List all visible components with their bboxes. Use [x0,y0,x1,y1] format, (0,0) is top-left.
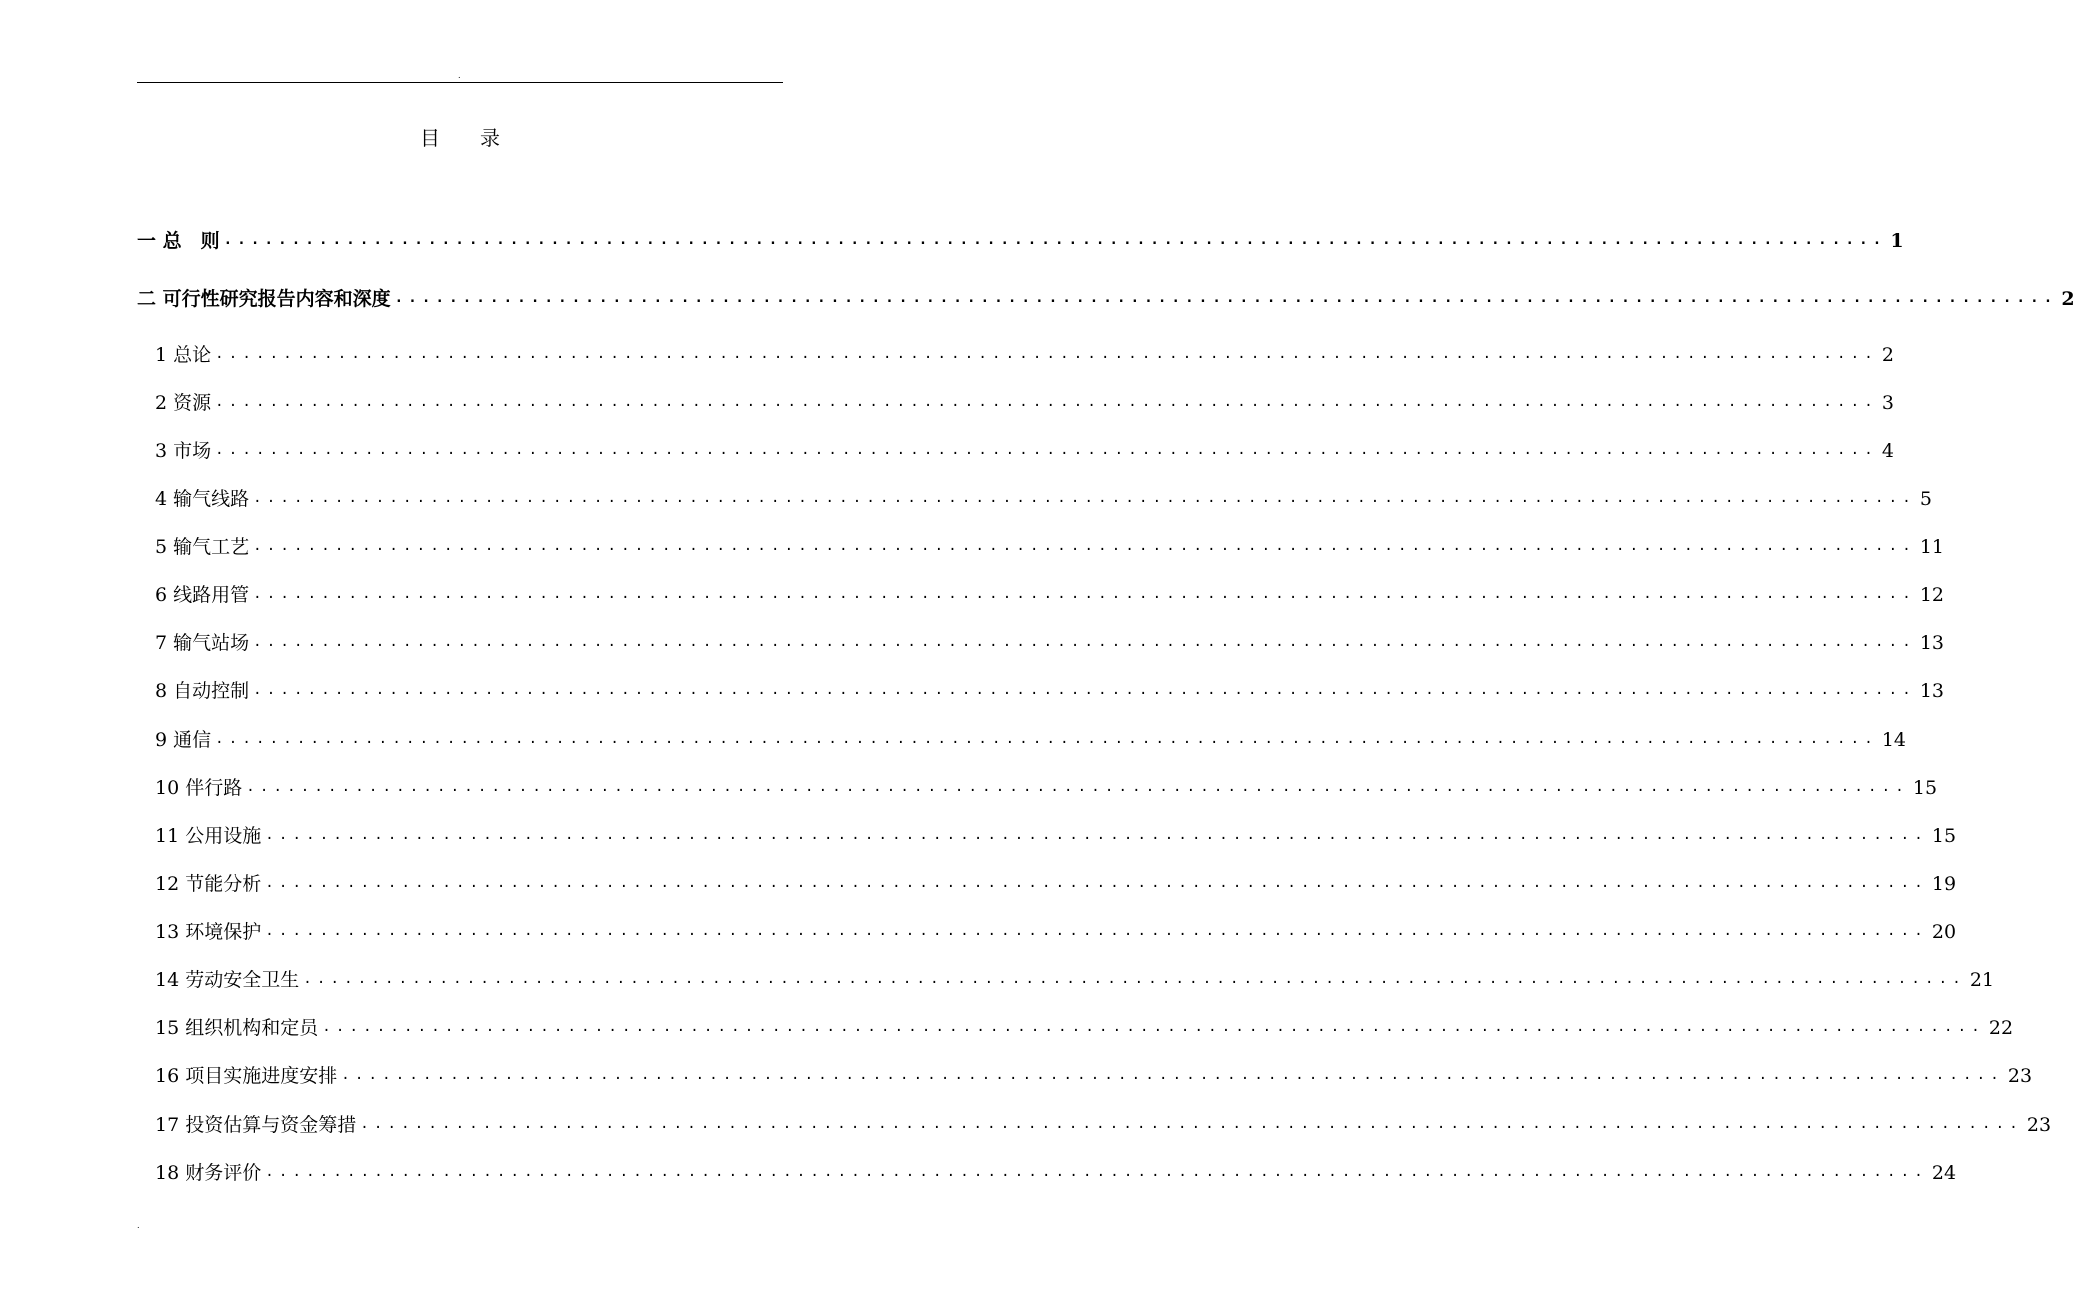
toc-entry-label: 二 可行性研究报告内容和深度 [137,288,391,310]
toc-entry-page: 11 [1919,536,1945,558]
toc-entry-page: 12 [1919,584,1945,606]
toc-entry-label: 9 通信 [155,729,212,751]
toc-entry[interactable] [137,1013,2014,1043]
toc-entry-label: 13 环境保护 [155,921,262,943]
toc-leader-dots: .......................................................................................................................... [265,827,1928,843]
toc-entry-label: 4 输气线路 [155,488,250,510]
toc-entry-page: 2 [1881,344,1894,366]
toc-leader-dots: .......................................................................................................................... [253,538,1916,554]
toc-entry-label: 14 劳动安全卫生 [155,969,300,991]
toc-entry-page: 20 [1931,921,1957,943]
toc-entry-label: 10 伴行路 [155,777,243,799]
toc-leader-dots: .......................................................................................................................... [253,586,1916,602]
toc-leader-dots: .......................................................................................................................... [322,1019,1985,1035]
toc-entry-page: 19 [1931,873,1957,895]
toc-entry[interactable] [137,388,1894,418]
toc-entry[interactable] [137,821,1957,851]
toc-leader-dots: .......................................................................................................................... [215,346,1878,362]
toc-entry-page: 23 [2007,1065,2033,1087]
toc-entry[interactable] [137,628,1945,658]
toc-entry-report-content[interactable] [137,284,2075,314]
toc-entry-label: 15 组织机构和定员 [155,1017,319,1039]
toc-entry-label: 1 总论 [155,344,212,366]
toc-entry[interactable] [137,340,1894,370]
toc-entry-label: 6 线路用管 [155,584,250,606]
toc-entry[interactable] [137,773,1938,803]
toc-entry[interactable] [137,580,1945,610]
toc-entry-label: 18 财务评价 [155,1162,262,1184]
toc-entry-label: 11 公用设施 [155,825,262,847]
toc-entry-page: 24 [1931,1162,1957,1184]
toc-entry-page: 13 [1919,680,1945,702]
toc-entry-page: 1 [1890,230,1904,252]
toc-entry-label: 2 资源 [155,392,212,414]
toc-entry[interactable] [137,532,1945,562]
toc-entry-page: 2 [2061,288,2075,310]
toc-entry-page: 4 [1881,440,1894,462]
toc-leader-dots: .......................................................................................................................... [253,682,1916,698]
toc-entry-page: 5 [1919,488,1932,510]
toc-entry[interactable] [137,676,1945,706]
toc-leader-dots: .......................................................................................................................... [215,442,1878,458]
toc-leader-dots: .......................................................................................................................... [215,731,1878,747]
toc-entry[interactable] [137,436,1894,466]
toc-entry-page: 23 [2026,1114,2052,1136]
toc-leader-dots: .......................................................................................................................... [360,1116,2023,1132]
toc-entry[interactable] [137,484,1932,514]
toc-leader-dots: .......................................................................................................................... [394,290,2058,306]
toc-entry-label: 12 节能分析 [155,873,262,895]
toc-leader-dots: .......................................................................................................................... [341,1067,2004,1083]
toc-entry-page: 14 [1881,729,1907,751]
toc-entry[interactable] [137,917,1957,947]
footer-mark: . [137,1221,140,1230]
toc-entry-label: 3 市场 [155,440,212,462]
toc-entry-page: 13 [1919,632,1945,654]
toc-entry-label: 17 投资估算与资金筹措 [155,1114,357,1136]
toc-entry-label: 8 自动控制 [155,680,250,702]
toc-entry[interactable] [137,869,1957,899]
toc-entry-page: 22 [1988,1017,2014,1039]
toc-entry-label: 7 输气站场 [155,632,250,654]
toc-entry[interactable] [137,1158,1957,1188]
toc-entry[interactable] [137,965,1995,995]
toc-leader-dots: .......................................................................................................................... [215,394,1878,410]
header-rule [137,82,783,83]
toc-leader-dots: .......................................................................................................................... [246,779,1909,795]
toc-entry-page: 21 [1969,969,1995,991]
toc-title: 目录 [420,126,540,150]
toc-leader-dots: .......................................................................................................................... [223,232,1887,248]
header-mark: . [458,71,461,80]
toc-leader-dots: .......................................................................................................................... [265,1164,1928,1180]
toc-entry-label: 16 项目实施进度安排 [155,1065,338,1087]
toc-entry-label: 5 输气工艺 [155,536,250,558]
toc-leader-dots: .......................................................................................................................... [303,971,1966,987]
toc-entry[interactable] [137,1110,2052,1140]
toc-leader-dots: .......................................................................................................................... [253,490,1916,506]
toc-entry[interactable] [137,1061,2033,1091]
toc-entry-general-principles[interactable] [137,226,1904,256]
toc-entry-page: 15 [1912,777,1938,799]
toc-leader-dots: .......................................................................................................................... [265,923,1928,939]
toc-entry-label: 一 总 则 [137,230,220,252]
toc-entry-page: 15 [1931,825,1957,847]
toc-entry[interactable] [137,725,1907,755]
toc-leader-dots: .......................................................................................................................... [253,634,1916,650]
toc-entry-page: 3 [1881,392,1894,414]
toc-leader-dots: .......................................................................................................................... [265,875,1928,891]
